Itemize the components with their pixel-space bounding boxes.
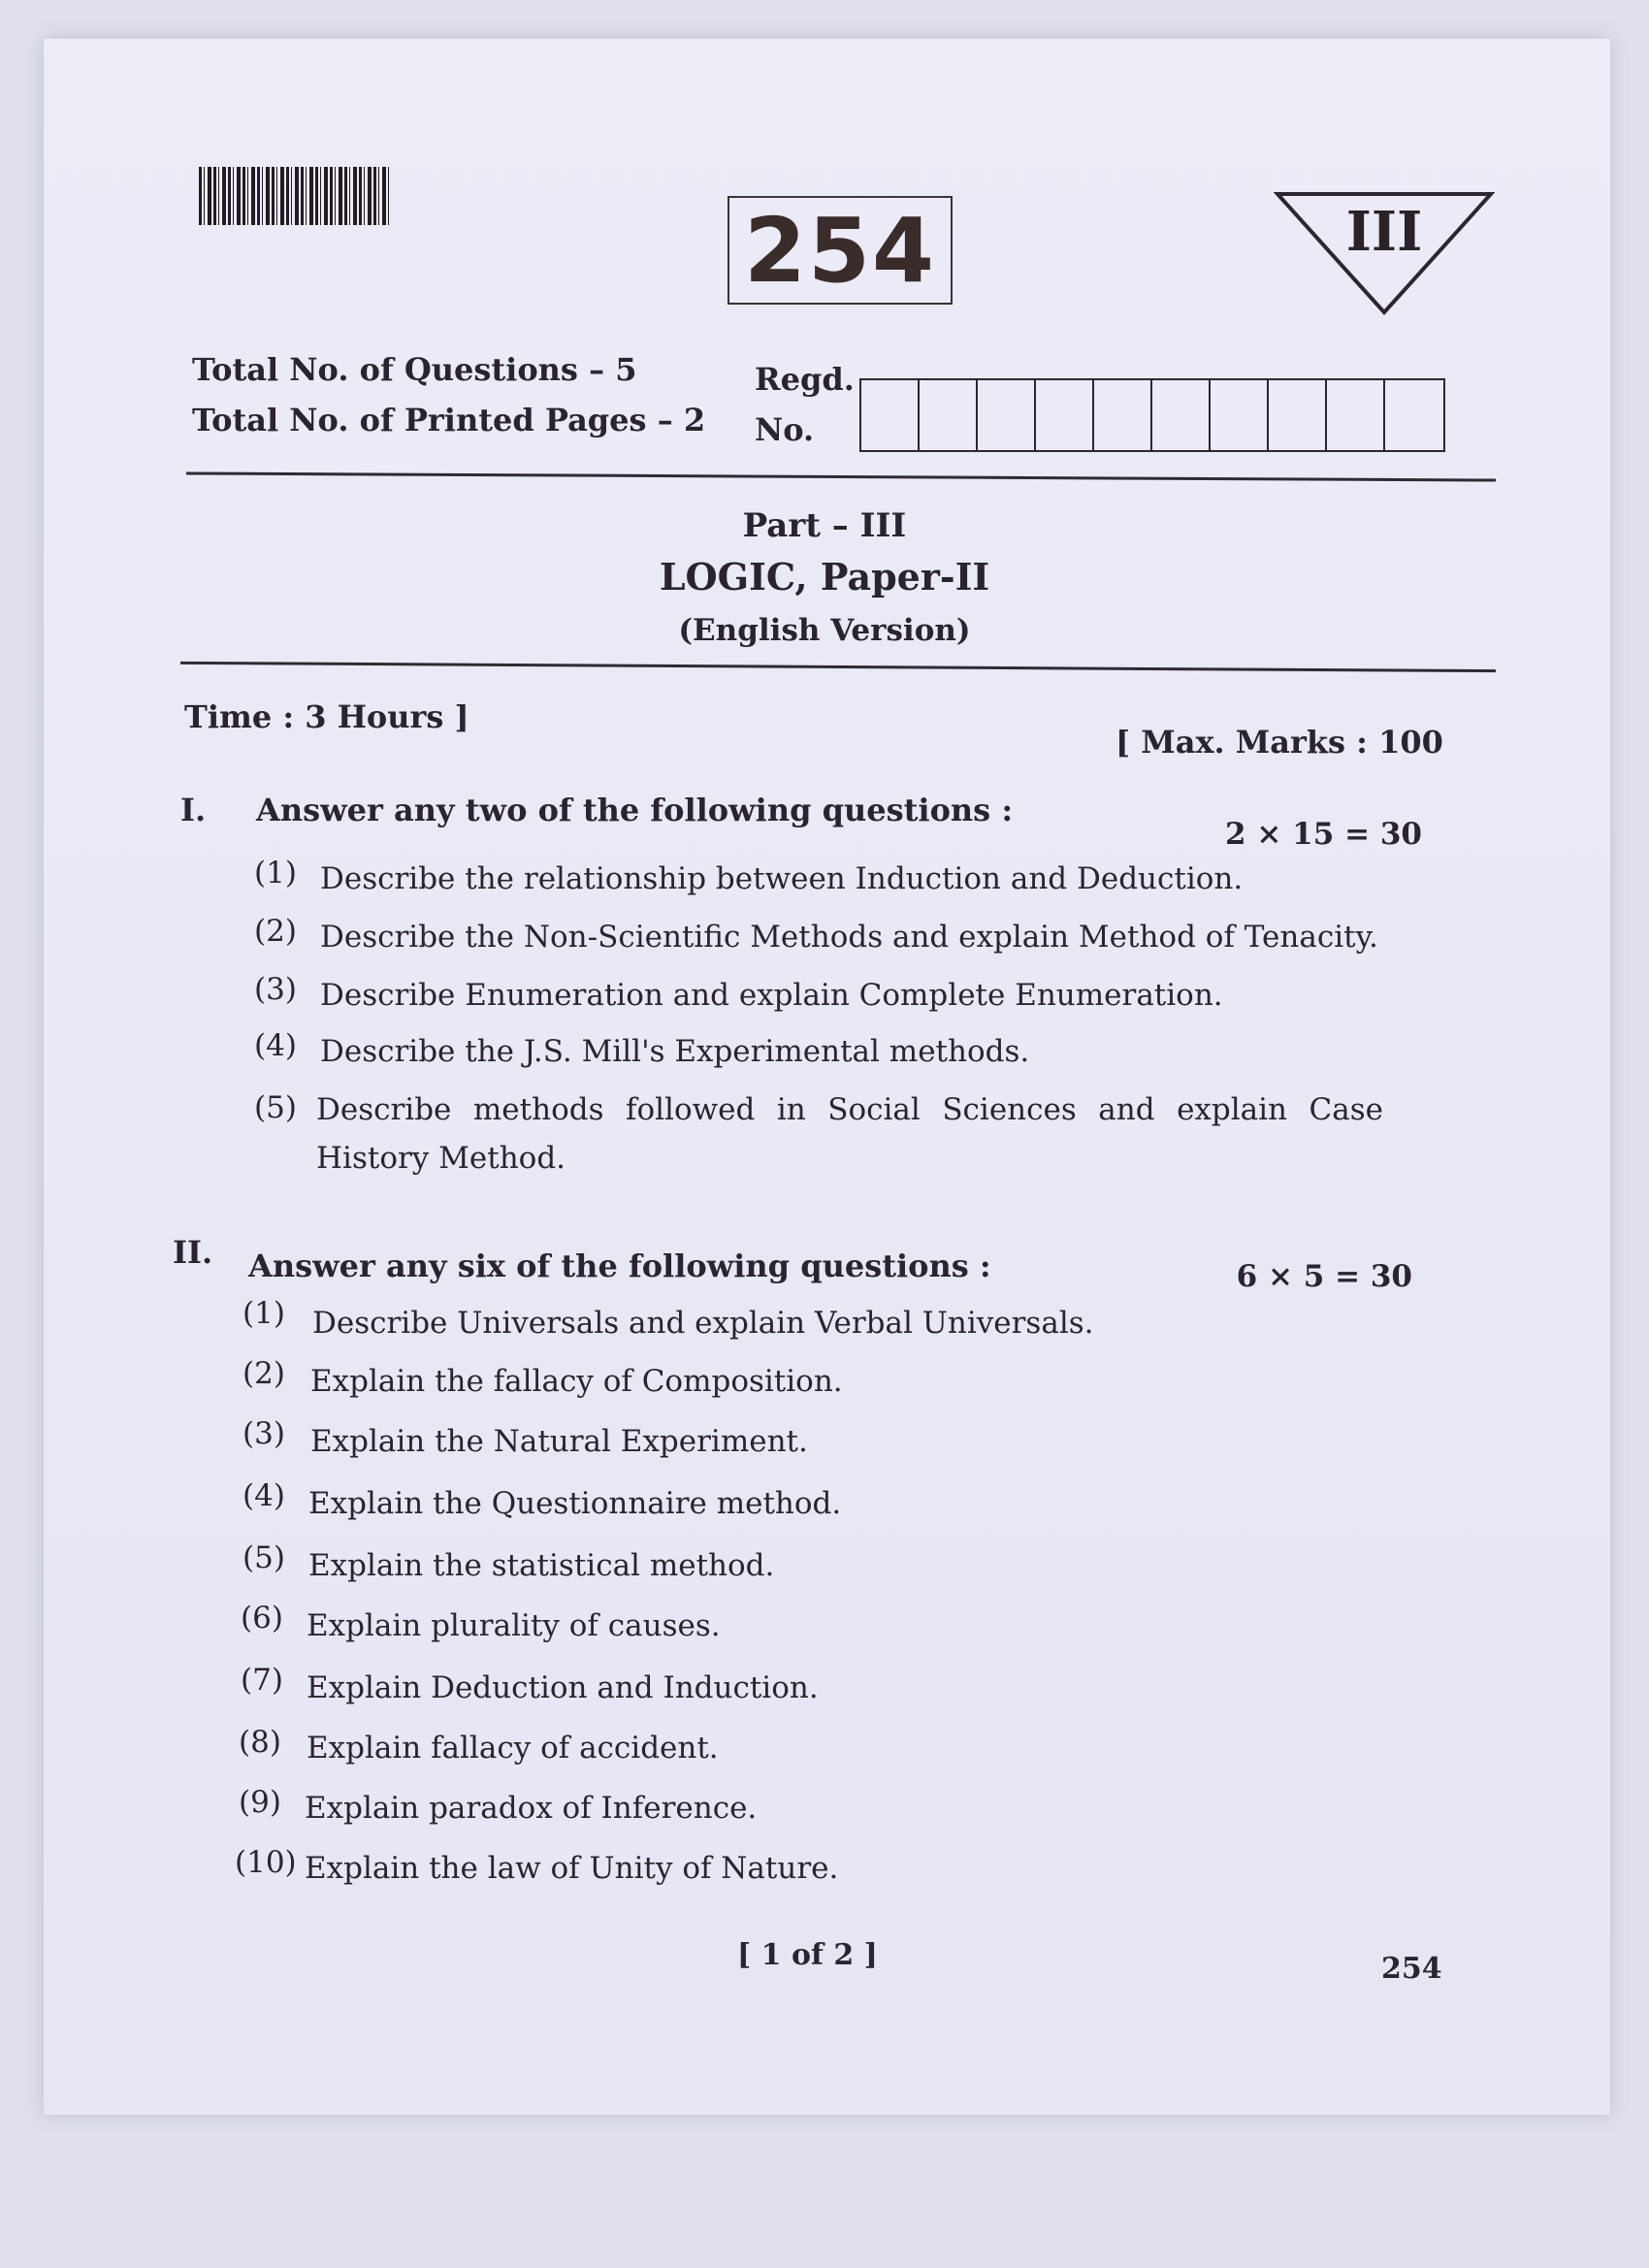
section2-heading: Answer any six of the following questions : (248, 1247, 991, 1284)
time-label: Time : 3 Hours ] (184, 698, 469, 735)
regd-digit-box[interactable] (1385, 380, 1443, 450)
regd-digit-box[interactable] (1211, 380, 1269, 450)
question-number: (2) (254, 914, 297, 949)
question-text: Describe the Non-Scientific Methods and explain Method of Tenacity. (320, 920, 1378, 955)
question-text: Explain the Questionnaire method. (308, 1486, 842, 1521)
regd-number-boxes[interactable] (859, 378, 1445, 452)
question-number: (2) (242, 1356, 285, 1391)
question-text: Explain fallacy of accident. (307, 1731, 719, 1766)
section2-roman: II. (173, 1234, 213, 1271)
question-text: Describe methods followed in Social Sciences and explain Case (316, 1092, 1383, 1127)
paper-code-box: 254 (728, 196, 953, 305)
question-number: (7) (241, 1663, 283, 1698)
regd-digit-box[interactable] (861, 380, 920, 450)
barcode (199, 167, 389, 225)
question-text: Explain Deduction and Induction. (307, 1670, 819, 1705)
question-text: Describe the relationship between Induction and Deduction. (320, 861, 1244, 896)
section1-marks: 2 × 15 = 30 (1225, 817, 1422, 852)
question-text: Explain the statistical method. (308, 1548, 775, 1583)
regd-digit-box[interactable] (1152, 380, 1211, 450)
question-text: Explain the Natural Experiment. (310, 1424, 808, 1459)
question-number: (3) (242, 1416, 285, 1451)
question-text: Explain plurality of causes. (307, 1608, 721, 1643)
question-number: (4) (242, 1478, 285, 1513)
question-text: Explain the fallacy of Composition. (310, 1364, 843, 1399)
page-indicator: [ 1 of 2 ] (737, 1938, 878, 1972)
section1-heading: Answer any two of the following questions : (256, 792, 1014, 828)
question-text-continued: History Method. (316, 1141, 566, 1176)
question-text: Describe Universals and explain Verbal Universals. (312, 1306, 1094, 1341)
series-label: III (1345, 200, 1423, 264)
question-number: (9) (239, 1785, 281, 1820)
subject-title: LOGIC, Paper-II (659, 555, 990, 599)
question-number: (10) (235, 1845, 297, 1880)
section1-roman: I. (180, 792, 207, 828)
question-text: Describe Enumeration and explain Complete Enumeration. (320, 978, 1223, 1013)
question-text: Explain paradox of Inference. (305, 1791, 758, 1826)
question-text: Explain the law of Unity of Nature. (305, 1851, 839, 1886)
regd-digit-box[interactable] (1094, 380, 1152, 450)
section2-marks: 6 × 5 = 30 (1236, 1259, 1412, 1294)
part-title: Part – III (742, 506, 907, 545)
regd-digit-box[interactable] (1269, 380, 1327, 450)
footer-paper-code: 254 (1381, 1952, 1442, 1986)
total-questions: Total No. of Questions – 5 (192, 351, 637, 388)
regd-label: Regd. (755, 361, 855, 398)
question-number: (5) (254, 1090, 297, 1125)
regd-digit-box[interactable] (1036, 380, 1094, 450)
regd-digit-box[interactable] (920, 380, 978, 450)
question-number: (4) (254, 1028, 297, 1063)
question-number: (8) (239, 1725, 281, 1760)
max-marks-label: [ Max. Marks : 100 (1116, 724, 1443, 761)
version-label: (English Version) (678, 613, 971, 648)
question-number: (1) (254, 856, 297, 891)
regd-digit-box[interactable] (978, 380, 1036, 450)
question-number: (3) (254, 972, 297, 1007)
regd-digit-box[interactable] (1327, 380, 1385, 450)
regd-no-label: No. (755, 411, 815, 448)
total-pages: Total No. of Printed Pages – 2 (192, 402, 706, 438)
question-number: (1) (242, 1296, 285, 1331)
question-number: (5) (242, 1540, 285, 1575)
question-text: Describe the J.S. Mill's Experimental methods. (320, 1034, 1030, 1069)
question-number: (6) (241, 1601, 283, 1636)
